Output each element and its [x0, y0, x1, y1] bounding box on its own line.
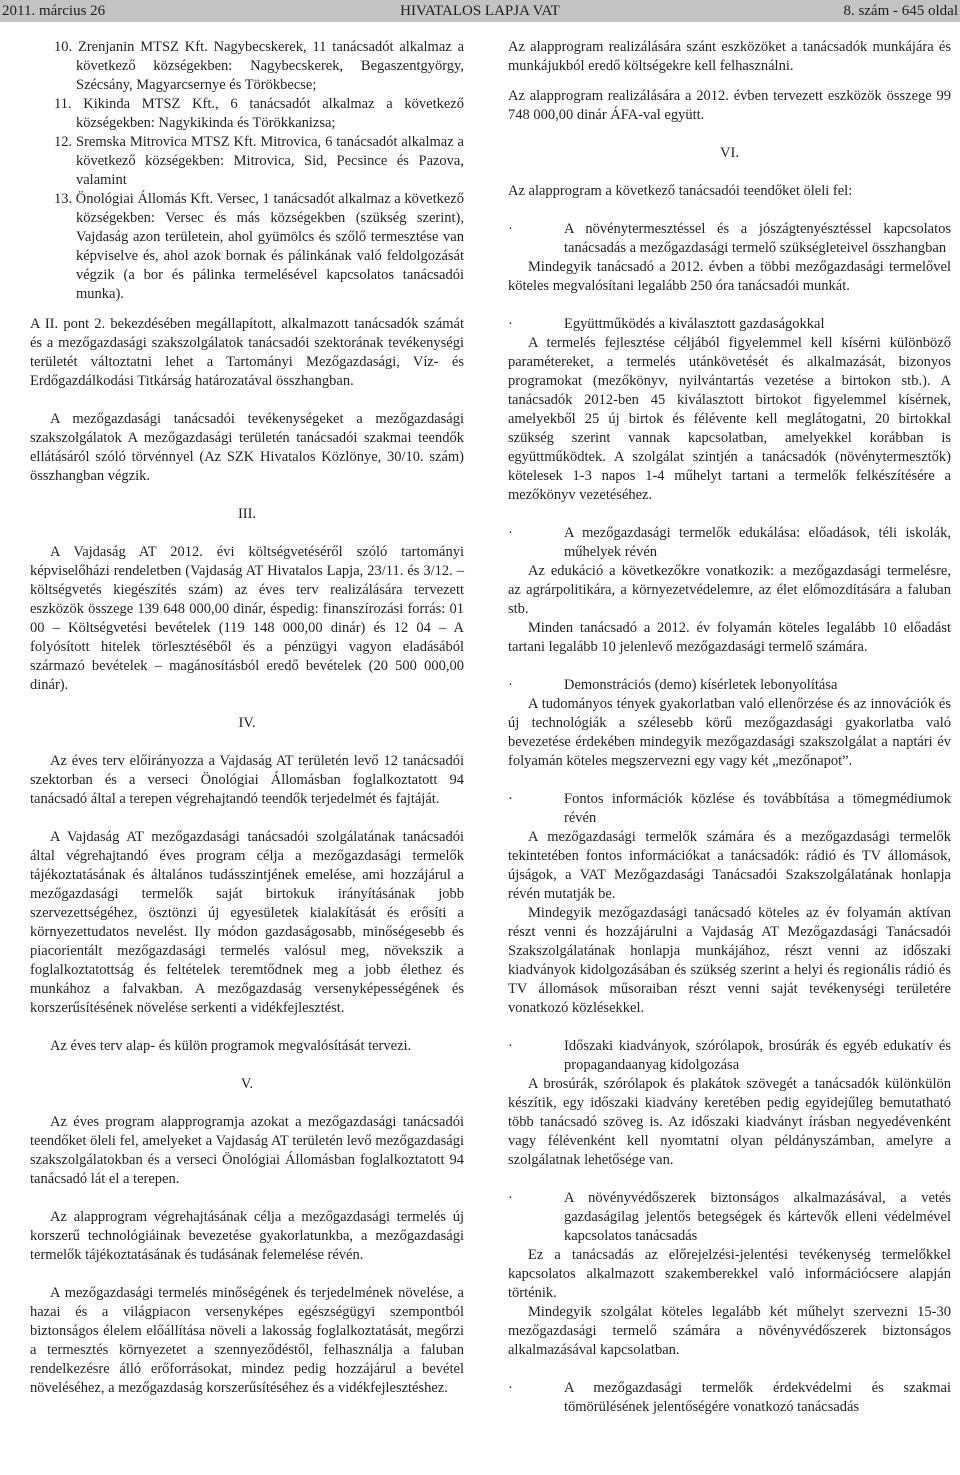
- list-item: 10. Zrenjanin MTSZ Kft. Nagybecskerek, 11 tanácsadót alkalmaz a következő községekben: Nagybecskerek, Begaszentgyörgy, Szécsány, Magyarcsernye és Törökbecse;: [54, 39, 464, 93]
- section-heading: IV.: [238, 715, 256, 731]
- bullet-text: Demonstrációs (demo) kísérletek lebonyolítása: [564, 677, 838, 693]
- bullet-item: [508, 676, 951, 695]
- bullet-mark: ·: [508, 221, 513, 237]
- page-header: [0, 0, 960, 22]
- right-column: [508, 38, 951, 1417]
- paragraph: Ez a tanácsadás az előrejelzési-jelentési tevékenység termelőkkel kapcsolatos alkalmazott szakemberekkel való információcsere alapján történik.: [508, 1247, 951, 1301]
- paragraph: Az alapprogram realizálására a 2012. évben tervezett eszközök összege 99 748 000,00 dinár ÁFA-val együtt.: [508, 88, 951, 123]
- bullet-item: [508, 220, 951, 258]
- paragraph: Mindegyik tanácsadó a 2012. évben a többi mezőgazdasági termelővel köteles megvalósítani legalább 250 óra tanácsadói munkát.: [508, 259, 951, 294]
- list-item: 13. Önológiai Állomás Kft. Versec, 1 tanácsadót alkalmaz a következő községekben: Versec és más községekben (szükség szerint), Vajdaság azon területein, ahol gyümölcs és szőlő termesztése van képviselve és, ahol azok bornak és pálinkának való feldolgozását végzik (a bor és pálinka termelésével kapcsolatos tanácsadói munka).: [54, 191, 464, 302]
- paragraph: Mindegyik szolgálat köteles legalább két műhelyt szervezni 15-30 mezőgazdasági termelő számára a növényvédőszerek biztonságos alkalmazásával kapcsolatban.: [508, 1304, 951, 1358]
- paragraph: A termelés fejlesztése céljából figyelemmel kell kísérni különböző paramétereket, a termelés utánkövetését és alkalmazását, bizonyos programokat (mezőkönyv, nyilvántartás vezetése a birtokon stb.). A tanácsadók 2012-ben 45 kiválasztott birtokot figyelemmel kísérnek, amelyekből 25 új birtok és félévente kell meglátogatni, 20 birtokkal szükség szerint vannak kapcsolatban, amelyekkel korábban is együttműködtek. A szolgálat szintjén a tanácsadók (növénytermesztők) kötelesek 1-3 napos 1-4 műhelyt tartani a termelők felkészítésére a mezőkönyv vezetéséhez.: [508, 335, 951, 503]
- paragraph: A mezőgazdasági termelők számára és a mezőgazdasági termelők tekintetében fontos információkat a tanácsadók: rádió és TV állomások, újságok, a VAT Mezőgazdasági Tanácsadói Szakszolgálatának honlapja révén mutatják be.: [508, 829, 951, 902]
- paragraph: Minden tanácsadó a 2012. év folyamán köteles legalább 10 előadást tartani legalább 10 jelenlevő mezőgazdasági termelő számára.: [508, 620, 951, 655]
- paragraph: A brosúrák, szórólapok és plakátok szövegét a tanácsadók különkülön készítik, egy időszaki kiadvány keretében pedig egyidejűleg bemutatható több tanácsadó szöveg is. Az időszaki kiadványt írásban negyedévenként vagy félévenként kell nyomtatni olyan példányszámban, amelyre a szolgálatnak lehetősége van.: [508, 1076, 951, 1168]
- bullet-item: [508, 1037, 951, 1075]
- section-heading: V.: [240, 1076, 254, 1092]
- bullet-mark: ·: [508, 525, 513, 541]
- paragraph: Az alapprogram végrehajtásának célja a mezőgazdasági termelés új korszerű technológiáinak bevezetése gyakorlatunkba, a mezőgazdasági termelők tájékoztatásának és tudásának felemelése révén.: [30, 1209, 464, 1263]
- paragraph: A mezőgazdasági termelés minőségének és terjedelmének növelése, a hazai és a világpiacon versenyképes egészségügyi szempontból biztonságos élelem előállítása növeli a lakosság foglalkoztatását, megőrzi a termesztés környezetet a szennyeződéstől, felhasználja a faluban rendelkezésre álló erőforrásokat, mindez pedig hozzájárul a bevétel növeléséhez, a mezőgazdaság korszerűsítéséhez és a vidékfejlesztéshez.: [30, 1285, 464, 1396]
- bullet-text: A növénytermesztéssel és a jószágtenyésztéssel kapcsolatos tanácsadás a mezőgazdasági termelő szükségleteivel összhangban: [564, 221, 951, 256]
- bullet-item: [508, 1379, 951, 1417]
- paragraph: Az alapprogram a következő tanácsadói teendőket öleli fel:: [508, 183, 853, 199]
- bullet-text: A mezőgazdasági termelők érdekvédelmi és szakmai tömörülésének jelentőségére vonatkozó tanácsadás: [564, 1380, 951, 1415]
- bullet-mark: ·: [508, 316, 513, 332]
- bullet-item: [508, 315, 951, 334]
- paragraph: Mindegyik mezőgazdasági tanácsadó köteles az év folyamán aktívan részt venni és hozzájárulni a Vajdaság AT Mezőgazdasági Tanácsadói Szakszolgálatának honlapja munkájához, részt venni az időszaki kiadványok kidolgozásában és szükség szerint a helyi és regionális rádió és TV állomások műsoraiban részt venni saját tevékenységi területére vonatkozó közlésekkel.: [508, 905, 951, 1016]
- section-heading: VI.: [720, 145, 739, 161]
- section-heading: III.: [237, 506, 257, 522]
- paragraph: A Vajdaság AT mezőgazdasági tanácsadói szolgálatának tanácsadói által végrehajtandó éves program célja a mezőgazdasági termelők tájékoztatásának és általános tudásszintjének emelése, ami hozzájárul a mezőgazdasági termelők saját birtokuk irányításának jobb szervezettségéhez, ösztönzi új egyesületek kialakítását és erősíti a környezettudatos nevelést. Ily módon gazdaságosabb, minőségesebb és piacorientált mezőgazdasági termelés valósul meg, növekszik a foglalkoztatottság és feltételek teremtődnek meg a jobb élethez és munkához a falvakban. A mezőgazdaság versenyképességének és korszerűsítésének növelése serkenti a vidékfejlesztést.: [30, 829, 464, 1016]
- left-column: [30, 38, 464, 1398]
- bullet-mark: ·: [508, 791, 513, 807]
- paragraph: Az éves terv előirányozza a Vajdaság AT területén levő 12 tanácsadói szektorban és a verseci Önológiai Állomásban foglalkoztatott 94 tanácsadó által a terepen végrehajtandó teendők terjedelmét és fajtáját.: [30, 753, 464, 807]
- header-title: HIVATALOS LAPJA VAT: [400, 3, 560, 19]
- paragraph: Az éves terv alap- és külön programok megvalósítását tervezi.: [50, 1038, 412, 1054]
- bullet-text: Fontos információk közlése és továbbítása a tömegmédiumok révén: [564, 791, 951, 826]
- list-item: 11. Kikinda MTSZ Kft., 6 tanácsadót alkalmaz a következő községekben: Nagykikinda és Törökkanizsa;: [54, 96, 464, 131]
- list-item: 12. Sremska Mitrovica MTSZ Kft. Mitrovica, 6 tanácsadót alkalmaz a következő községekben: Mitrovica, Sid, Pecsince és Pazova, valamint: [54, 134, 464, 188]
- header-date: 2011. március 26: [2, 3, 106, 19]
- bullet-item: [508, 1189, 951, 1246]
- bullet-text: Együttműködés a kiválasztott gazdaságokkal: [564, 316, 825, 332]
- paragraph: Az éves program alapprogramja azokat a mezőgazdasági tanácsadói teendőket öleli fel, amelyeket a Vajdaság AT területén levő mezőgazdasági szakszolgálatokban és a verseci Önológiai Állomásban foglalkoztatott 94 tanácsadó lát el a terepen.: [30, 1114, 464, 1187]
- bullet-mark: ·: [508, 1380, 513, 1396]
- paragraph: A Vajdaság AT 2012. évi költségvetéséről szóló tartományi képviselőházi rendeletben (Vajdaság AT Hivatalos Lapja, 23/11. és 3/12. – költségvetés kiegészítés szám) az éves terv realizálására tervezett eszközök összege 139 648 000,00 dinár, éspedig: finanszírozási forrás: 01 00 – Költségvetési bevételek (119 148 000,00 dinár) és 12 04 – A folyósított hitelek törlesztéséből és a pénzügyi vagyon eladásából származó bevételek – magánosításból eredő bevételek (20 500 000,00 dinár).: [30, 544, 464, 693]
- paragraph: A mezőgazdasági tanácsadói tevékenységeket a mezőgazdasági szakszolgálatok A mezőgazdasági területén tanácsadói szakmai teendők ellátásáról szóló törvénnyel (Az SZK Hivatalos Közlönye, 30/10. szám) összhangban végzik.: [30, 411, 464, 484]
- paragraph: A II. pont 2. bekezdésében megállapított, alkalmazott tanácsadók számát és a mezőgazdasági szakszolgálatok tanácsadói szektorának tevékenységi területét változtatni lehet a Tartományi Mezőgazdasági, Víz- és Erdőgazdálkodási Titkárság határozatával összhangban.: [30, 316, 464, 389]
- bullet-text: Időszaki kiadványok, szórólapok, brosúrák és egyéb edukatív és propagandaanyag kidolgozása: [564, 1038, 951, 1073]
- bullet-mark: ·: [508, 1038, 513, 1054]
- header-page-number: 8. szám - 645 oldal: [843, 3, 958, 19]
- paragraph: Az alapprogram realizálására szánt eszközöket a tanácsadók munkájára és munkájukból eredő költségekre kell felhasználni.: [508, 39, 951, 74]
- bullet-mark: ·: [508, 1190, 513, 1206]
- bullet-item: [508, 790, 951, 828]
- paragraph: Az edukáció a következőkre vonatkozik: a mezőgazdasági termelésre, az agrárpolitikára, a környezetvédelemre, az élet előmozdítására a faluban stb.: [508, 563, 951, 617]
- bullet-text: A növényvédőszerek biztonságos alkalmazásával, a vetés gazdaságilag jelentős betegségek és kártevők elleni védelmével kapcsolatos tanácsadás: [564, 1190, 951, 1244]
- bullet-text: A mezőgazdasági termelők edukálása: előadások, téli iskolák, műhelyek révén: [564, 525, 951, 560]
- bullet-mark: ·: [508, 677, 513, 693]
- bullet-item: [508, 524, 951, 562]
- paragraph: A tudományos tények gyakorlatban való ellenőrzése és az innovációk és új technológiák a szélesebb körű mezőgazdasági gyakorlatba való bevezetése érdekében mindegyik mezőgazdasági szakszolgálat a naptári év folyamán köteles megszervezni egy vagy két „mezőnapot”.: [508, 696, 951, 769]
